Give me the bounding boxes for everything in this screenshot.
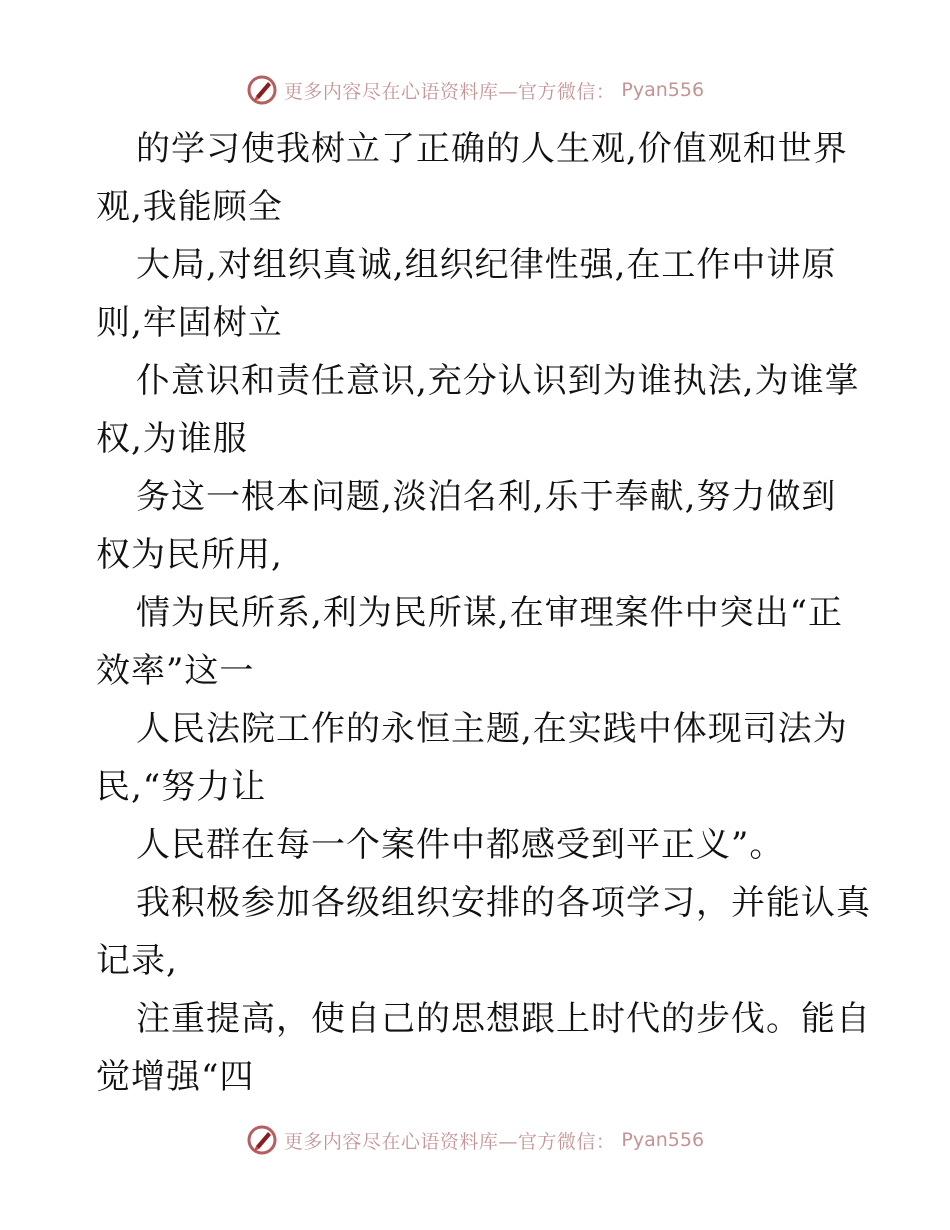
body-line: 觉增强“四: [96, 1057, 255, 1097]
body-line: 情为民所系,利为民所谋,在审理案件中突出“正: [136, 593, 843, 633]
body-line: 人民群在每一个案件中都感受到平正义”。: [136, 825, 785, 865]
header-watermark-banner: [0, 70, 950, 110]
header-banner-text: 更多内容尽在心语资料库—官方微信：: [283, 80, 616, 103]
body-line: 的学习使我树立了正确的人生观,价值观和世界: [136, 129, 848, 169]
pen-logo-icon: [246, 74, 278, 106]
footer-banner-contact: Pyan556: [621, 1129, 705, 1151]
body-line: 我积极参加各级组织安排的各项学习，并能认真: [136, 883, 871, 923]
body-line: 则,牢固树立: [96, 303, 283, 343]
document-body: [96, 120, 871, 1106]
pen-logo-icon: [246, 1124, 278, 1156]
body-line: 权为民所用,: [96, 535, 283, 575]
body-line: 仆意识和责任意识,充分认识到为谁执法,为谁掌: [136, 361, 860, 401]
body-line: 记录,: [96, 941, 178, 981]
body-line: 注重提高，使自己的思想跟上时代的步伐。能自: [136, 999, 871, 1039]
header-banner-contact: Pyan556: [621, 79, 705, 101]
body-line: 大局,对组织真诚,组织纪律性强,在工作中讲原: [136, 245, 837, 285]
footer-watermark-banner: [0, 1120, 950, 1160]
footer-banner-text: 更多内容尽在心语资料库—官方微信：: [283, 1130, 616, 1153]
body-line: 人民法院工作的永恒主题,在实践中体现司法为: [136, 709, 848, 749]
body-line: 效率”这一: [96, 651, 255, 691]
body-line: 民,“努力让: [96, 767, 267, 807]
body-line: 务这一根本问题,淡泊名利,乐于奉献,努力做到: [136, 477, 837, 517]
body-line: 权,为谁服: [96, 419, 248, 459]
body-line: 观,我能顾全: [96, 187, 283, 227]
